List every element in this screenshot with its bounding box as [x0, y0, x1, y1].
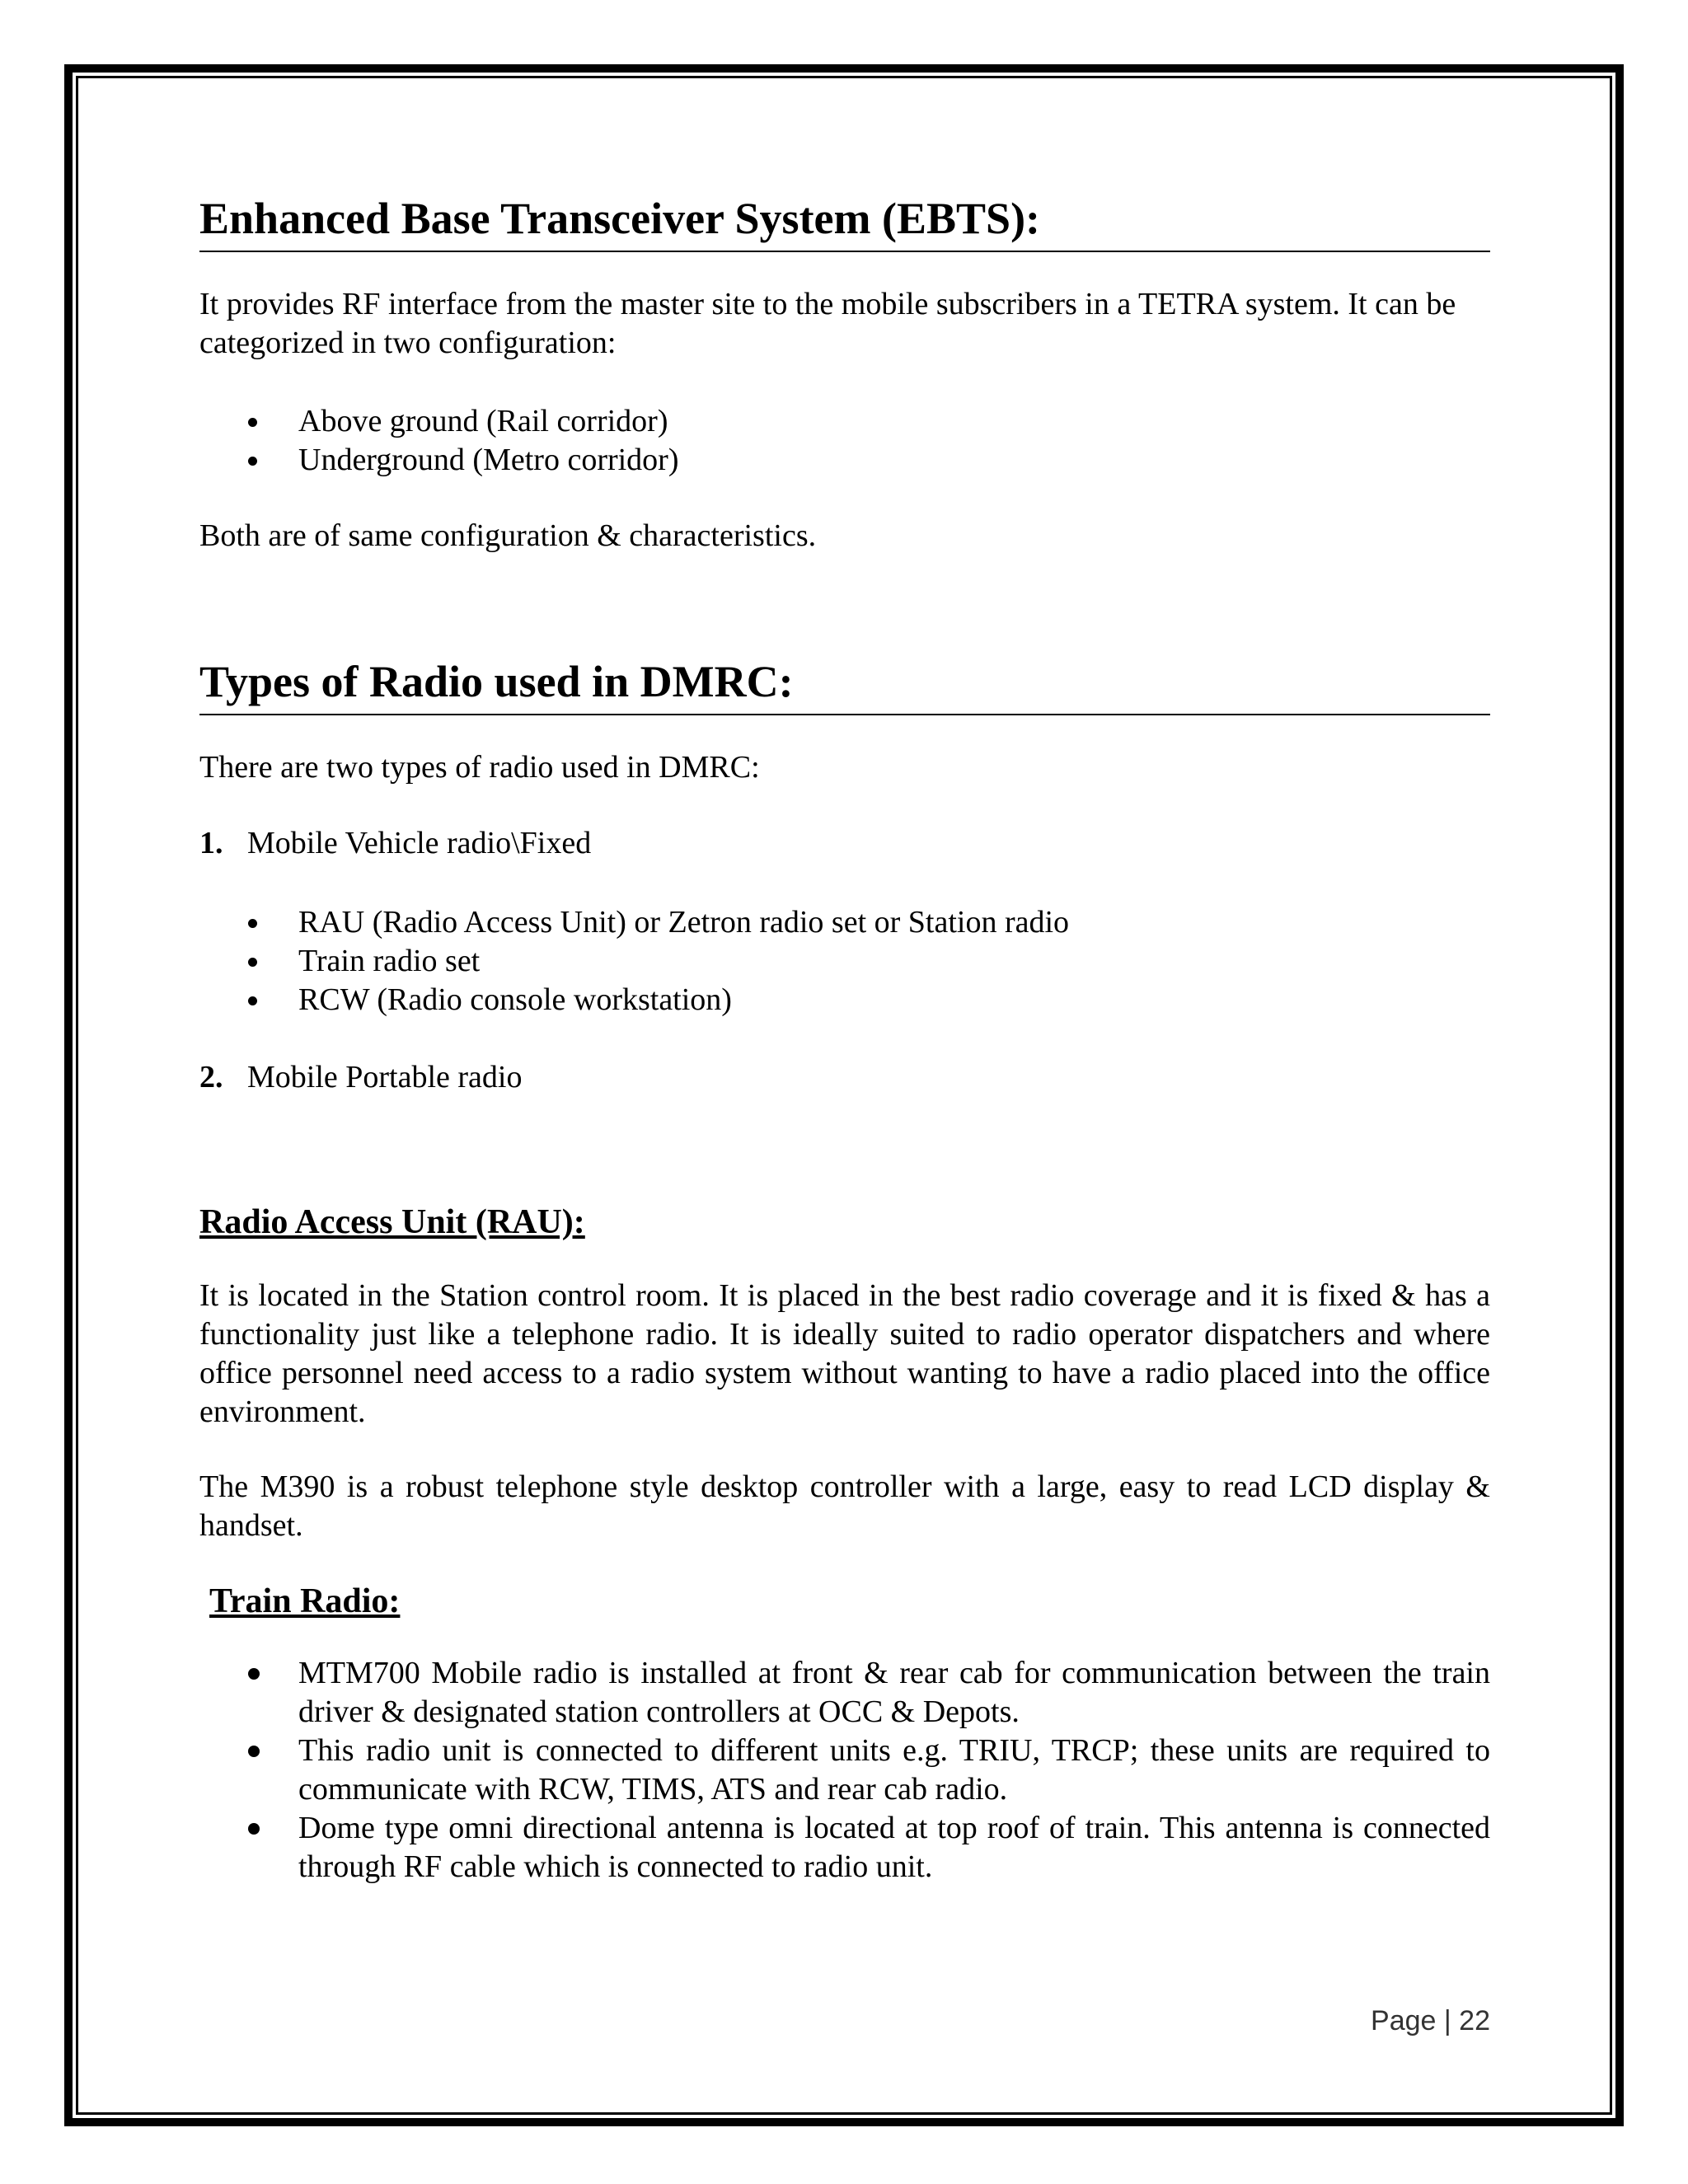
bullet-icon [248, 457, 257, 466]
page-number: Page | 22 [1371, 2005, 1490, 2036]
list-item: RCW (Radio console workstation) [199, 981, 1490, 1019]
rau-paragraph-1: It is located in the Station control room. It is placed in the best radio coverage and it is fixed & has a functionality just like a telephone radio. It is ideally suited to radio operator dispatchers and where office personnel need access to a radio system without wanting to have a radio placed into the office environment. [199, 1278, 1490, 1429]
radio-type-2: 2. Mobile Portable radio [199, 1058, 1490, 1097]
radio-types-intro: There are two types of radio used in DMRC: [199, 750, 760, 785]
list-item: RAU (Radio Access Unit) or Zetron radio set or Station radio [199, 903, 1490, 942]
ebts-config-list [199, 402, 1490, 480]
radio-types-heading: Types of Radio used in DMRC: [199, 653, 1490, 715]
bullet-icon [248, 1823, 260, 1835]
mobile-vehicle-radio-list [199, 903, 1490, 1019]
ebts-intro: It provides RF interface from the master site to the mobile subscribers in a TETRA system. It can be categorized in two configuration: [199, 287, 1456, 360]
train-radio-list [199, 1654, 1490, 1886]
ebts-heading: Enhanced Base Transceiver System (EBTS): [199, 190, 1490, 252]
train-radio-heading: Train Radio: [209, 1582, 401, 1620]
bullet-icon [248, 1668, 260, 1680]
list-item: This radio unit is connected to different units e.g. TRIU, TRCP; these units are required to communicate with RCW, TIMS, ATS and rear cab radio. [199, 1732, 1490, 1809]
list-number: 2. [199, 1060, 223, 1094]
list-item: Dome type omni directional antenna is located at top roof of train. This antenna is connected through RF cable which is connected to radio unit. [199, 1809, 1490, 1886]
bullet-icon [248, 919, 257, 928]
bullet-icon [248, 418, 257, 427]
list-item: MTM700 Mobile radio is installed at front & rear cab for communication between the train driver & designated station controllers at OCC & Depots. [199, 1654, 1490, 1732]
ebts-note: Both are of same configuration & characteristics. [199, 518, 817, 553]
page-content [199, 190, 1490, 1886]
bullet-icon [248, 958, 257, 967]
rau-paragraph-2: The M390 is a robust telephone style desktop controller with a large, easy to read LCD display & handset. [199, 1469, 1490, 1543]
bullet-icon [248, 1746, 260, 1757]
bullet-icon [248, 996, 257, 1005]
list-number: 1. [199, 826, 223, 860]
radio-type-1: 1. Mobile Vehicle radio\Fixed [199, 824, 1490, 863]
rau-heading: Radio Access Unit (RAU): [199, 1203, 585, 1241]
list-item: Underground (Metro corridor) [199, 441, 1490, 480]
list-item: Train radio set [199, 942, 1490, 981]
list-item: Above ground (Rail corridor) [199, 402, 1490, 441]
